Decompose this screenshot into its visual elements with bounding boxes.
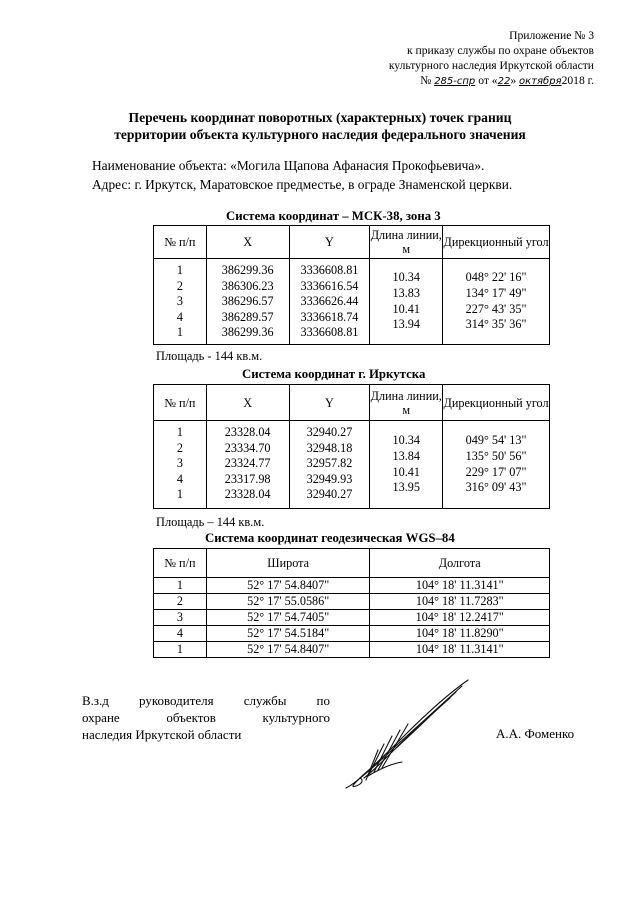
table-cell: 386289.57	[221, 309, 274, 324]
table-cell: 52° 17' 54.7405"	[206, 610, 370, 626]
order-day: 22	[497, 76, 511, 87]
table-cell: 32948.18	[306, 440, 353, 455]
table-cell: 32957.82	[306, 456, 353, 471]
col-num: № п/п	[154, 549, 207, 578]
table-cell: 23328.04	[224, 487, 271, 502]
table-cell: 1	[154, 642, 207, 658]
table-cell: 1	[176, 263, 183, 277]
table-cell: 104° 18' 11.3141"	[370, 578, 550, 594]
object-address: Адрес: г. Иркутск, Маратовское предместье, в ограде Знаменской церкви.	[92, 177, 513, 192]
table-cell: 23328.04	[224, 425, 271, 439]
table3-header-row	[154, 549, 550, 578]
table3-wgs84	[153, 548, 550, 658]
table-row	[154, 594, 550, 610]
table2-bearings	[443, 421, 550, 509]
table-cell: 52° 17' 54.5184"	[206, 626, 370, 642]
table-cell: 3	[154, 610, 207, 626]
table1-header-row	[154, 226, 550, 259]
table-cell: 52° 17' 54.8407"	[206, 578, 370, 594]
table-cell: 10.34	[392, 270, 420, 285]
signatory-position	[82, 692, 330, 743]
appendix-header	[264, 28, 594, 89]
table-cell: 2	[176, 278, 183, 293]
table-cell: 32940.27	[306, 487, 353, 502]
col-num: № п/п	[154, 385, 207, 421]
table-cell: 1	[176, 487, 183, 502]
appendix-number: Приложение № 3	[509, 29, 594, 42]
table-cell: 1	[176, 425, 183, 439]
table-cell: 10.41	[392, 464, 420, 479]
col-length: Длина линии, м	[370, 385, 443, 421]
table-cell: 10.41	[392, 301, 420, 316]
table-cell: 048° 22' 16"	[465, 270, 527, 285]
table-row	[154, 578, 550, 594]
table2-irkutsk	[153, 384, 550, 509]
table-cell: 3336626.44	[300, 294, 359, 309]
table-cell: 386299.36	[221, 263, 274, 277]
table1-nums	[154, 259, 207, 345]
table-cell: 229° 17' 07"	[465, 464, 527, 479]
table1-y-values	[289, 259, 370, 345]
col-x: X	[206, 385, 289, 421]
position-line-1: В.з.д руководителя службы по	[82, 693, 330, 708]
order-year: 2018 г.	[561, 74, 594, 87]
table2-area: Площадь – 144 кв.м.	[156, 515, 265, 529]
table-cell: 1	[154, 578, 207, 594]
table-cell: 135° 50' 56"	[465, 448, 527, 463]
table-cell: 2	[154, 594, 207, 610]
table1-area: Площадь - 144 кв.м.	[156, 349, 263, 363]
table-cell: 386296.57	[221, 294, 274, 309]
col-bearing: Дирекционный угол	[443, 385, 550, 421]
table-cell: 3	[176, 456, 183, 471]
table2-body-row	[154, 421, 550, 509]
date-prefix: от «	[478, 74, 498, 87]
table2-nums	[154, 421, 207, 509]
title-line-2: территории объекта культурного наследия федерального значения	[114, 127, 526, 142]
col-lon: Долгота	[370, 549, 550, 578]
table2-y-values	[289, 421, 370, 509]
object-name: Наименование объекта: «Могила Щапова Афанасия Прокофьевича».	[92, 158, 485, 173]
table-row	[154, 626, 550, 642]
table1-lengths	[370, 259, 443, 345]
table-cell: 227° 43' 35"	[465, 301, 527, 316]
table-cell: 386299.36	[221, 325, 274, 340]
table-cell: 23334.70	[224, 440, 271, 455]
table-cell: 4	[176, 309, 183, 324]
table-cell: 1	[176, 325, 183, 340]
table1-bearings	[443, 259, 550, 345]
table-cell: 13.95	[392, 480, 420, 495]
table-cell: 13.83	[392, 285, 420, 300]
position-line-2: охране объектов культурного	[82, 710, 330, 725]
position-line-3: наследия Иркутской области	[82, 727, 242, 742]
table-cell: 3336616.54	[300, 278, 359, 293]
table-row	[154, 642, 550, 658]
table-cell: 13.94	[392, 317, 420, 332]
table1-caption: Система координат – МСК-38, зона 3	[226, 209, 441, 223]
table2-caption: Система координат г. Иркутска	[242, 367, 426, 381]
table-cell: 3336608.81	[300, 263, 359, 277]
table-cell: 3	[176, 294, 183, 309]
table-cell: 4	[154, 626, 207, 642]
table-cell: 316° 09' 43"	[465, 480, 527, 495]
table-cell: 2	[176, 440, 183, 455]
table2-header-row	[154, 385, 550, 421]
table-cell: 104° 18' 11.8290"	[370, 626, 550, 642]
table-cell: 52° 17' 55.0586"	[206, 594, 370, 610]
table-cell: 32940.27	[306, 425, 353, 439]
col-y: Y	[289, 226, 370, 259]
table3-caption: Система координат геодезическая WGS–84	[205, 531, 455, 545]
table2-lengths	[370, 421, 443, 509]
col-y: Y	[289, 385, 370, 421]
table-cell: 23324.77	[224, 456, 271, 471]
title-line-1: Перечень координат поворотных (характерных) точек границ	[128, 110, 512, 125]
col-num: № п/п	[154, 226, 207, 259]
table1-body-row	[154, 259, 550, 345]
table-cell: 13.84	[392, 448, 420, 463]
table-cell: 134° 17' 49"	[465, 285, 527, 300]
table-cell: 386306.23	[221, 278, 274, 293]
col-length: Длина линии, м	[370, 226, 443, 259]
table-cell: 104° 18' 11.3141"	[370, 642, 550, 658]
table2-x-values	[206, 421, 289, 509]
col-x: X	[206, 226, 289, 259]
signatory-name: А.А. Фоменко	[496, 726, 575, 741]
appendix-line-3: культурного наследия Иркутской области	[388, 59, 594, 72]
col-bearing: Дирекционный угол	[443, 226, 550, 259]
table-cell: 32949.93	[306, 471, 353, 486]
appendix-order-line: № 285-спр от «22» октября2018 г.	[420, 74, 594, 87]
table-cell: 104° 18' 12.2417"	[370, 610, 550, 626]
table-cell: 104° 18' 11.7283"	[370, 594, 550, 610]
table-cell: 3336618.74	[300, 309, 359, 324]
table-cell: 049° 54' 13"	[465, 433, 527, 448]
table-cell: 4	[176, 471, 183, 486]
order-number: 285-спр	[434, 76, 476, 87]
table-cell: 10.34	[392, 433, 420, 448]
table-row	[154, 610, 550, 626]
col-lat: Широта	[206, 549, 370, 578]
table-cell: 52° 17' 54.8407"	[206, 642, 370, 658]
table-cell: 23317.98	[224, 471, 271, 486]
number-prefix: №	[420, 74, 432, 87]
document-title	[60, 109, 580, 143]
appendix-line-2: к приказу службы по охране объектов	[407, 44, 594, 57]
handwritten-signature	[338, 672, 478, 792]
table-cell: 314° 35' 36"	[465, 317, 527, 332]
table-cell: 3336608.81	[300, 325, 359, 340]
table1-x-values	[206, 259, 289, 345]
table1-msk38	[153, 225, 550, 345]
order-month: октября	[519, 76, 562, 87]
